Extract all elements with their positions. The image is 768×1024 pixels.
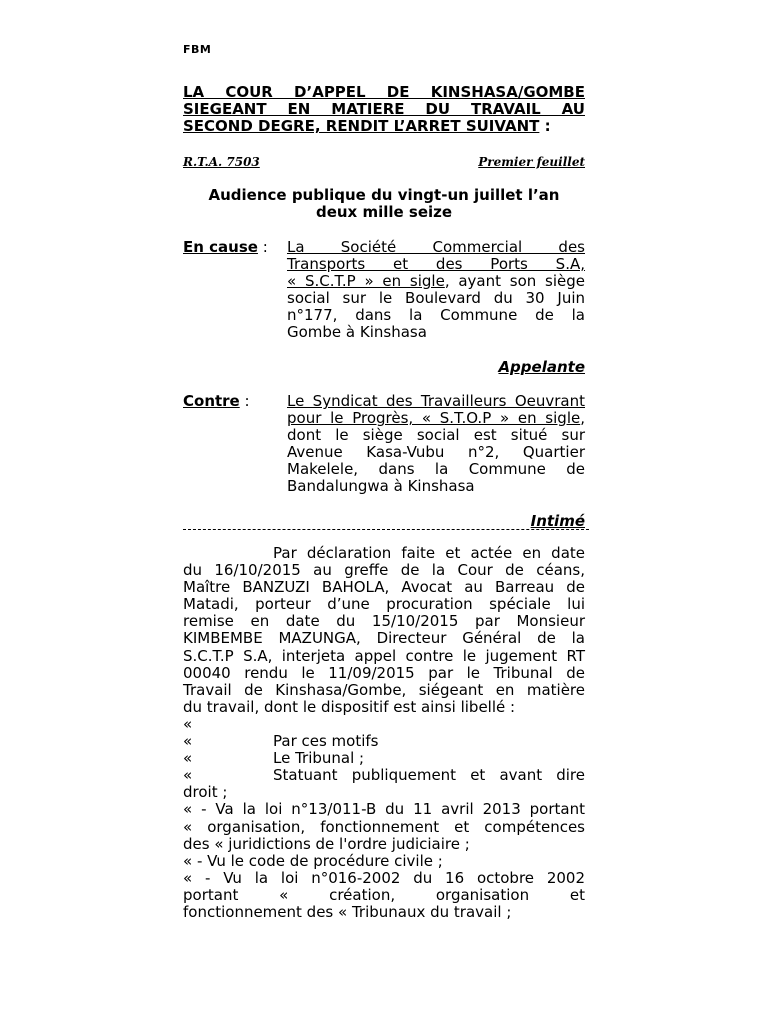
case-number: R.T.A. 7503 [183, 155, 260, 169]
quote-le-tribunal [183, 750, 585, 767]
en-cause-line-3-text: « S.C.T.P » en sigle [287, 272, 445, 290]
contre-label-text: Contre [183, 392, 240, 410]
contre-line-2-suffix: , [580, 409, 585, 427]
role-appelante: Appelante [498, 358, 585, 376]
dashed-separator [183, 529, 589, 530]
body-line-9: Travail de Kinshasa/Gombe, siégeant en matière [183, 680, 585, 699]
contre-section [183, 393, 585, 503]
loi-1-line-2: « organisation, fonctionnement et compétences [183, 817, 585, 836]
contre-label [183, 393, 283, 410]
body-line-4: Matadi, porteur d’une procuration spéciale lui [183, 595, 585, 614]
quote-text: Statuant publiquement et avant dire [273, 766, 585, 785]
quote-mark: « [183, 749, 193, 768]
en-cause-line-2: Transports et des Ports S.A, [287, 255, 585, 273]
en-cause-line-5: n°177, dans la Commune de la [287, 306, 585, 324]
reference-row [183, 155, 585, 169]
contre-colon: : [239, 392, 250, 410]
court-title-line-3-text: SECOND DEGRE, RENDIT L’ARRET SUIVANT [183, 117, 540, 135]
loi-2-line-1: « - Vu la loi n°016-2002 du 16 octobre 2002 [183, 868, 585, 887]
body-line-5: remise en date du 15/10/2015 par Monsieur [183, 612, 585, 631]
quote-droit: droit ; [183, 783, 228, 802]
court-title-line-1: LA COUR D’APPEL DE KINSHASA/GOMBE [183, 83, 585, 101]
en-cause-colon: : [257, 238, 268, 256]
contre-line-4: Avenue Kasa-Vubu n°2, Quartier [287, 443, 585, 461]
en-cause-line-3-suffix: , ayant son siège [444, 272, 586, 290]
quote-empty-line: « [183, 714, 193, 733]
role-intime: Intimé [530, 512, 585, 530]
quote-mark: « [183, 766, 193, 785]
quote-mark: « [183, 732, 193, 751]
loi-2-line-2: portant « création, organisation et [183, 885, 585, 904]
en-cause-line-1: La Société Commercial des [287, 238, 585, 256]
sheet-label: Premier feuillet [478, 155, 585, 169]
body-line-7: S.C.T.P S.A, interjeta appel contre le jugement RT [183, 646, 585, 665]
contre-line-2-text: pour le Progrès, « S.T.O.P » en sigle [287, 409, 581, 427]
body-line-10: du travail, dont le dispositif est ainsi libellé : [183, 697, 516, 716]
en-cause-line-6: Gombe à Kinshasa [287, 323, 427, 341]
contre-line-2 [287, 410, 585, 427]
quote-text: Le Tribunal ; [273, 749, 365, 768]
body-line-6: KIMBEMBE MAZUNGA, Directeur Général de la [183, 629, 585, 648]
contre-line-5: Makelele, dans la Commune de [287, 460, 585, 478]
court-title-line-3-suffix: : [539, 117, 551, 135]
quote-statuant [183, 767, 585, 784]
audience-line-1: Audience publique du vingt-un juillet l’an [208, 186, 560, 204]
court-title-line-2: SIEGEANT EN MATIERE DU TRAVAIL AU [183, 100, 585, 118]
court-title [183, 84, 585, 135]
quote-text: Par ces motifs [273, 732, 379, 751]
body-line-2: du 16/10/2015 au greffe de la Cour de céans, [183, 561, 585, 580]
en-cause-line-3 [287, 273, 585, 290]
court-title-line-3 [183, 118, 585, 135]
contre-line-3: dont le siège social est situé sur [287, 426, 585, 444]
audience-heading [183, 187, 585, 221]
contre-line-6: Bandalungwa à Kinshasa [287, 477, 475, 495]
quote-par-ces-motifs [183, 733, 585, 750]
en-cause-label-text: En cause [183, 238, 258, 256]
contre-body [287, 393, 585, 495]
body-line-3: Maître BANZUZI BAHOLA, Avocat au Barreau de [183, 578, 585, 597]
code-procedure-line: « - Vu le code de procédure civile ; [183, 851, 443, 870]
header-initials: FBM [183, 43, 212, 56]
body-line-1: Par déclaration faite et actée en date [273, 544, 585, 562]
en-cause-section [183, 239, 585, 349]
loi-1-line-3: des « juridictions de l'ordre judiciaire ; [183, 834, 470, 853]
contre-line-1: Le Syndicat des Travailleurs Oeuvrant [287, 392, 585, 410]
en-cause-line-4: social sur le Boulevard du 30 Juin [287, 289, 585, 307]
loi-2-line-3: fonctionnement des « Tribunaux du travail ; [183, 902, 512, 921]
body-line-8: 00040 rendu le 11/09/2015 par le Tribunal de [183, 663, 585, 682]
loi-1-line-1: « - Va la loi n°13/011-B du 11 avril 2013 portant [183, 800, 585, 819]
en-cause-label [183, 239, 283, 256]
body-text [183, 545, 585, 921]
audience-line-2: deux mille seize [315, 203, 453, 221]
en-cause-body [287, 239, 585, 341]
